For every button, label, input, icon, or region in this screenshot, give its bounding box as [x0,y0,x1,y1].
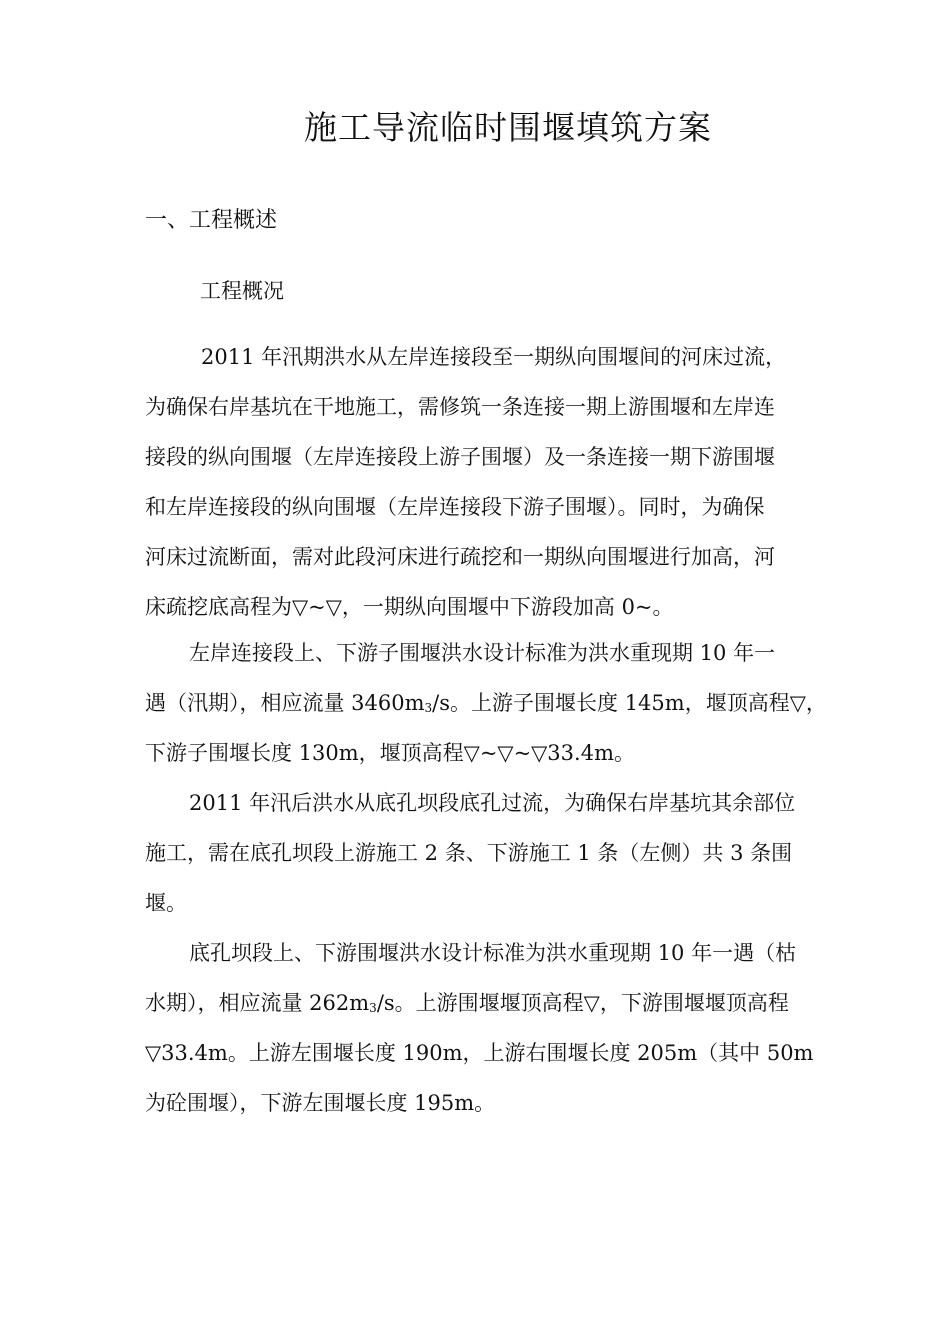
paragraph-1-line: 为确保右岸基坑在干地施工，需修筑一条连接一期上游围堰和左岸连 [145,395,775,419]
paragraph-4-line [145,978,805,1028]
paragraph-2-line [145,678,827,728]
paragraph-2-line: 下游子围堰长度 130m，堰顶高程▽~▽~▽33.4m。 [145,741,635,765]
document-title: 施工导流临时围堰填筑方案 [304,108,712,147]
paragraph-3 [145,778,805,928]
paragraph-1-line: 2011 年汛期洪水从左岸连接段至一期纵向围堰间的河床过流， [201,345,787,369]
unit-subscript: 3 [369,1001,377,1015]
paragraph-4-text: /s。上游围堰堰顶高程▽，下游围堰堰顶高程 [376,991,789,1015]
paragraph-3-line: 施工，需在底孔坝段上游施工 2 条、下游施工 1 条（左侧）共 3 条围 [145,841,793,865]
paragraph-1-line: 接段的纵向围堰（左岸连接段上游子围堰）及一条连接一期下游围堰 [145,445,775,469]
paragraph-2 [145,628,827,778]
paragraph-1 [145,332,805,632]
subsection-heading-overview: 工程概况 [200,279,284,303]
paragraph-1-line: 床疏挖底高程为▽~▽，一期纵向围堰中下游段加高 0~。 [145,595,674,619]
paragraph-4 [145,928,814,1128]
paragraph-3-line: 堰。 [145,891,187,915]
paragraph-2-text: /s。上游子围堰长度 145m，堰顶高程▽， [432,691,827,715]
section-heading-overview: 一、工程概述 [145,208,278,233]
paragraph-4-text: 水期），相应流量 262m [145,991,370,1015]
paragraph-3-line: 2011 年汛后洪水从底孔坝段底孔过流，为确保右岸基坑其余部位 [189,791,796,815]
paragraph-4-line: 为砼围堰），下游左围堰长度 195m。 [145,1091,496,1115]
paragraph-4-line: 底孔坝段上、下游围堰洪水设计标准为洪水重现期 10 年一遇（枯 [189,941,797,965]
unit-subscript: 3 [424,701,433,715]
paragraph-2-text: 遇（汛期），相应流量 3460m [145,691,425,715]
paragraph-1-line: 河床过流断面，需对此段河床进行疏挖和一期纵向围堰进行加高，河 [145,545,775,569]
paragraph-1-line: 和左岸连接段的纵向围堰（左岸连接段下游子围堰）。同时，为确保 [145,495,765,519]
paragraph-2-line: 左岸连接段上、下游子围堰洪水设计标准为洪水重现期 10 年一 [189,641,776,665]
paragraph-4-line: ▽33.4m。上游左围堰长度 190m，上游右围堰长度 205m（其中 50m [145,1041,814,1065]
